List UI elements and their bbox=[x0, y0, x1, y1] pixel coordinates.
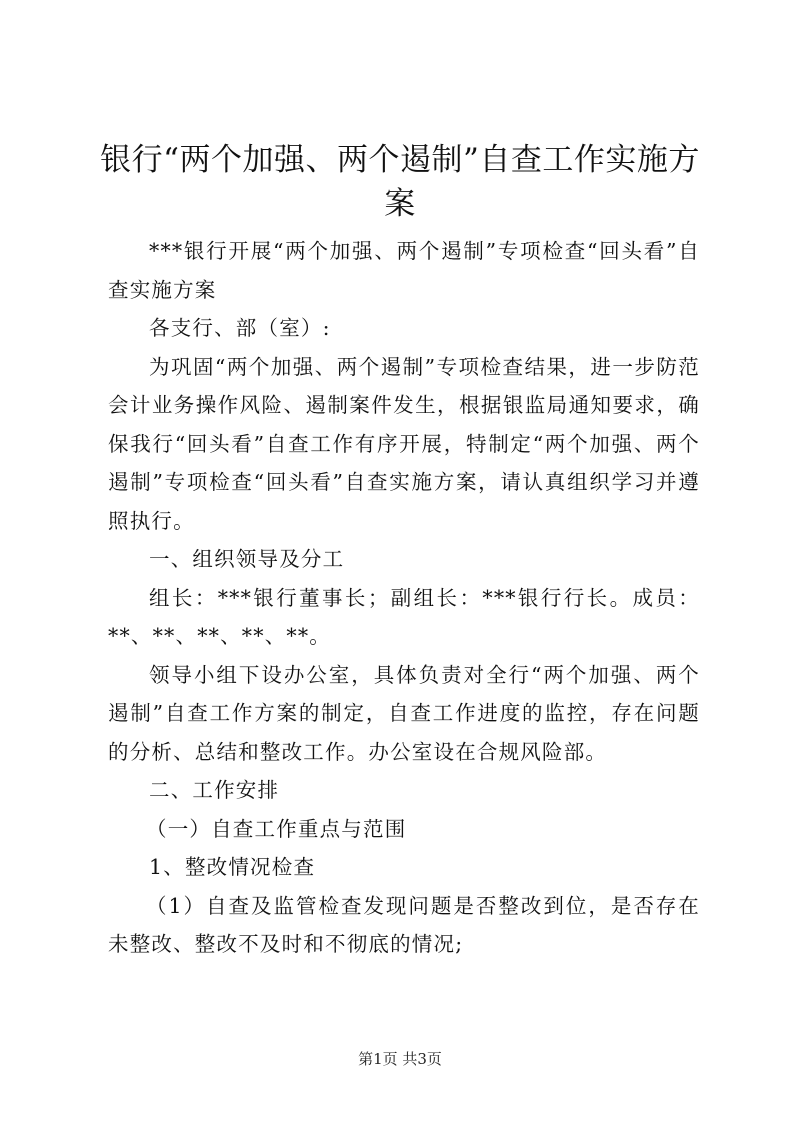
page-indicator: 第1页 共3页 bbox=[358, 1050, 442, 1068]
section-heading-organization: 一、组织领导及分工 bbox=[149, 547, 345, 571]
page-footer bbox=[0, 1048, 800, 1069]
paragraph-members: 组长：***银行董事长；副组长：***银行行长。成员：**、**、**、**、**。 bbox=[108, 585, 700, 648]
item-paragraph-1: （1）自查及监管检查发现问题是否整改到位，是否存在未整改、整改不及时和不彻底的情况; bbox=[108, 893, 700, 956]
item-heading-rectification: 1、整改情况检查 bbox=[149, 855, 316, 879]
paragraph-intro: 为巩固“两个加强、两个遏制”专项检查结果，进一步防范会计业务操作风险、遏制案件发生，根据银监局通知要求，确保我行“回头看”自查工作有序开展，特制定“两个加强、两个遏制”专项检查“回头看”自查实施方案，请认真组织学习并遵照执行。 bbox=[108, 354, 700, 533]
paragraph-office: 领导小组下设办公室，具体负责对全行“两个加强、两个遏制”自查工作方案的制定，自查工作进度的监控，存在问题的分析、总结和整改工作。办公室设在合规风险部。 bbox=[108, 662, 700, 764]
subsection-heading-scope: （一）自查工作重点与范围 bbox=[146, 816, 407, 841]
paragraph-heading-line: ***银行开展“两个加强、两个遏制”专项检查“回头看”自查实施方案 bbox=[108, 239, 700, 302]
document-title: 银行“两个加强、两个遏制”自查工作实施方案 bbox=[100, 142, 700, 222]
paragraph-salutation: 各支行、部（室）: bbox=[149, 316, 331, 340]
document-body bbox=[108, 232, 700, 964]
section-heading-arrangement: 二、工作安排 bbox=[149, 778, 280, 802]
